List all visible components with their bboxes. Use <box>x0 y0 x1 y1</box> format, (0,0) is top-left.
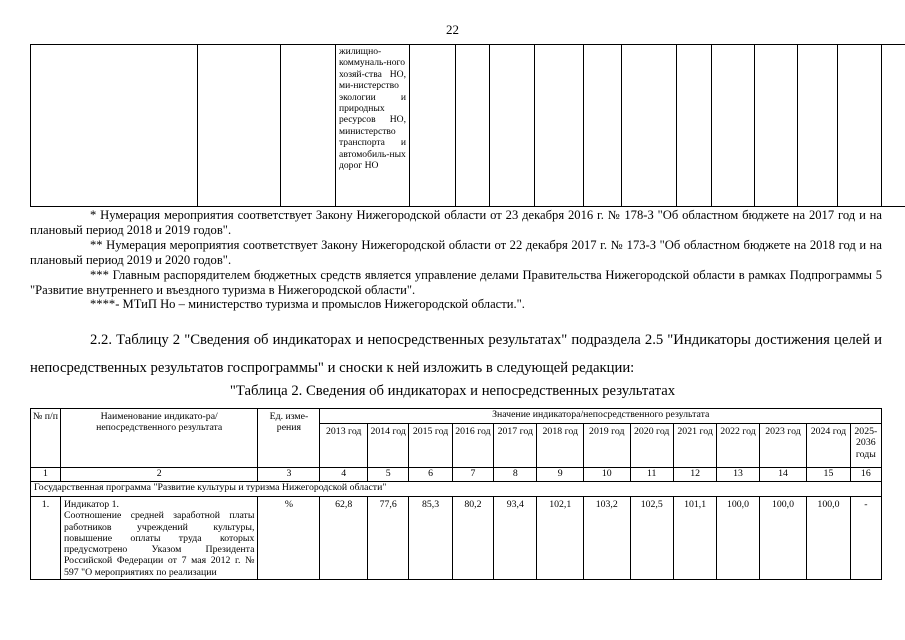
value-cell: - <box>850 497 881 580</box>
table-row <box>31 45 905 207</box>
year-cell: 2017 год <box>494 424 537 468</box>
continued-table <box>30 44 905 207</box>
year-cell: 2022 год <box>717 424 759 468</box>
header-row <box>31 409 882 424</box>
indicator-title: Индикатор 1. <box>63 499 119 510</box>
col-number: 10 <box>584 468 631 482</box>
footnote-3: *** Главным распорядителем бюджетных средств является управление делами Правительства Нижегородской области в рамках Подпрограммы 5 "Развитие внутреннего и въездного туризма в Нижегородской области". <box>30 268 882 297</box>
footnote-4: ****- МТиП Но – министерство туризма и промыслов Нижегородской области.". <box>90 297 525 311</box>
year-cell: 2016 год <box>452 424 493 468</box>
header-num: № п/п <box>31 409 61 468</box>
row-number: 1. <box>31 497 61 580</box>
indicator-name-cell <box>60 497 257 580</box>
col-number: 3 <box>258 468 320 482</box>
table-row <box>31 497 882 580</box>
year-cell: 2019 год <box>584 424 631 468</box>
value-cell: 80,2 <box>452 497 493 580</box>
year-cell: 2015 год <box>409 424 452 468</box>
year-cell: 2023 год <box>759 424 807 468</box>
value-cell: 102,5 <box>630 497 673 580</box>
program-title: Государственная программа "Развитие культуры и туризма Нижегородской области" <box>31 482 882 497</box>
year-cell: 2013 год <box>320 424 368 468</box>
indicator-description: Соотношение средней заработной платы работников учреждений культуры, повышение оплаты труда которых предусмотрено Указом Президента Российской Федерации от 7 мая 2012 г. № 597 "О мероприятиях по реализации <box>63 510 255 578</box>
footnote-1: * Нумерация мероприятия соответствует Закону Нижегородской области от 23 декабря 2016 г. № 178-З "Об областном бюджете на 2017 год и на плановый период 2018 и 2019 годов". <box>30 208 882 237</box>
value-cell: 101,1 <box>673 497 716 580</box>
value-cell: 103,2 <box>584 497 631 580</box>
value-cell: 77,6 <box>367 497 408 580</box>
value-cell: 62,8 <box>320 497 368 580</box>
col-number: 6 <box>409 468 452 482</box>
responsible-cell: жилищно-коммуналь-ного хозяй-ства НО, ми-нистерство экологии и природных ресурсов НО, министерство транспорта и автомобиль-ных дорог НО <box>339 46 406 172</box>
header-name: Наименование индикато-ра/непосредственного результата <box>60 409 257 468</box>
value-cell: 100,0 <box>759 497 807 580</box>
col-number: 9 <box>537 468 584 482</box>
col-number: 12 <box>673 468 716 482</box>
value-cell: 102,1 <box>537 497 584 580</box>
col-number: 4 <box>320 468 368 482</box>
year-cell: 2020 год <box>630 424 673 468</box>
col-number: 11 <box>630 468 673 482</box>
col-number: 15 <box>807 468 850 482</box>
footnote-2: ** Нумерация мероприятия соответствует Закону Нижегородской области от 22 декабря 2017 г. № 173-З "Об областном бюджете на 2018 год и на плановый период 2019 и 2020 годов". <box>30 238 882 267</box>
year-cell: 2014 год <box>367 424 408 468</box>
column-numbers-row <box>31 468 882 482</box>
col-number: 7 <box>452 468 493 482</box>
amendment-paragraph: 2.2. Таблицу 2 "Сведения об индикаторах и непосредственных результатах" подраздела 2.5 "Индикаторы достижения целей и непосредственных результатов госпрограммы" и сноски к ней изложить в следующей редакции: <box>30 332 882 376</box>
col-number: 16 <box>850 468 881 482</box>
year-cell: 2024 год <box>807 424 850 468</box>
indicator-table <box>30 408 882 580</box>
year-cell: 2018 год <box>537 424 584 468</box>
value-cell: 93,4 <box>494 497 537 580</box>
program-row <box>31 482 882 497</box>
col-number: 13 <box>717 468 759 482</box>
col-number: 2 <box>60 468 257 482</box>
year-cell: 2021 год <box>673 424 716 468</box>
col-number: 5 <box>367 468 408 482</box>
year-cell: 2025-2036 годы <box>850 424 881 468</box>
col-number: 1 <box>31 468 61 482</box>
page-number: 22 <box>446 22 459 37</box>
value-cell: 100,0 <box>807 497 850 580</box>
header-unit: Ед. изме-рения <box>258 409 320 468</box>
header-values: Значение индикатора/непосредственного результата <box>320 409 882 424</box>
col-number: 14 <box>759 468 807 482</box>
col-number: 8 <box>494 468 537 482</box>
value-cell: 100,0 <box>717 497 759 580</box>
unit-cell: % <box>258 497 320 580</box>
value-cell: 85,3 <box>409 497 452 580</box>
table-title: "Таблица 2. Сведения об индикаторах и непосредственных результатах <box>229 383 676 399</box>
